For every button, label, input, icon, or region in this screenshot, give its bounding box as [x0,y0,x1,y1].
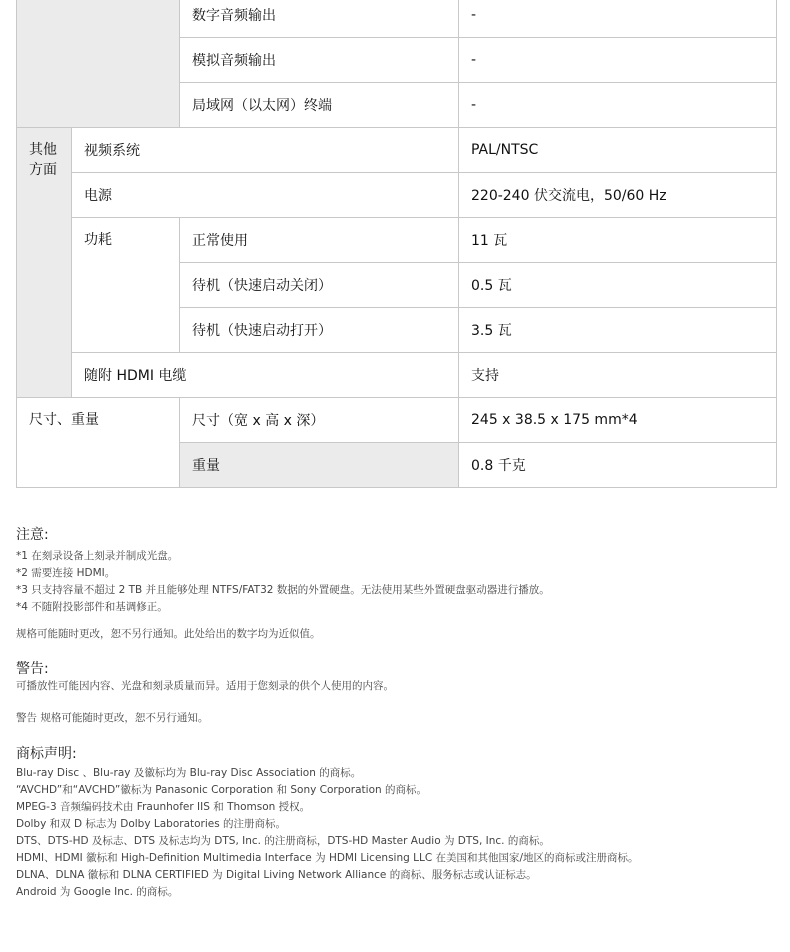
notes-section [16,524,786,616]
spec-value: - [459,83,777,128]
warning-notice [16,710,786,727]
spec-param: 尺寸（宽 x 高 x 深） [180,398,459,443]
note-item: *2 需要连接 HDMI。 [16,567,116,579]
group-size-weight: 尺寸、重量 [17,398,180,488]
spec-notice-text: 规格可能随时更改，恕不另行通知。此处给出的数字均为近似值。 [16,628,321,640]
trademark-item: MPEG-3 音频编码技术由 Fraunhofer IIS 和 Thomson 授权。 [16,801,311,813]
spec-value: 245 x 38.5 x 175 mm*4 [459,398,777,443]
note-item: *4 不随附投影部件和基调修正。 [16,601,168,613]
trademark-item: Blu-ray Disc 、Blu-ray 及徽标均为 Blu-ray Disc Association 的商标。 [16,767,362,779]
spec-param: 待机（快速启动关闭） [180,263,459,308]
trademark-item: Dolby 和双 D 标志为 Dolby Laboratories 的注册商标。 [16,818,287,830]
spec-value: 11 瓦 [459,218,777,263]
spec-param: 数字音频输出 [180,0,459,38]
trademark-item: “AVCHD”和“AVCHD”徽标为 Panasonic Corporation 和 Sony Corporation 的商标。 [16,784,428,796]
spec-value: 220-240 伏交流电，50/60 Hz [459,173,777,218]
spec-param: 正常使用 [180,218,459,263]
spec-param: 重量 [180,443,459,488]
warning-section [16,658,786,695]
spec-param: 视频系统 [72,128,459,173]
table-row [17,353,777,398]
group-cell-empty [17,0,180,128]
spec-param: 随附 HDMI 电缆 [72,353,459,398]
warning-title: 警告: [16,661,49,677]
table-row [17,218,777,263]
spec-value: - [459,38,777,83]
notes-title: 注意: [16,527,49,543]
spec-value: - [459,0,777,38]
spec-param: 局域网（以太网）终端 [180,83,459,128]
table-row [17,0,777,38]
spec-param: 待机（快速启动打开） [180,308,459,353]
spec-param: 电源 [72,173,459,218]
spec-value: 0.8 千克 [459,443,777,488]
table-row [17,128,777,173]
spec-value: 3.5 瓦 [459,308,777,353]
trademark-title: 商标声明: [16,746,77,762]
spec-value: 0.5 瓦 [459,263,777,308]
note-item: *3 只支持容量不超过 2 TB 并且能够处理 NTFS/FAT32 数据的外置硬盘。无法使用某些外置硬盘驱动器进行播放。 [16,584,550,596]
warning-notice-text: 警告 规格可能随时更改，恕不另行通知。 [16,712,209,724]
spec-value: PAL/NTSC [459,128,777,173]
spec-notice [16,626,786,643]
note-item: *1 在刻录设备上刻录并制成光盘。 [16,550,179,562]
spec-table [16,0,777,488]
trademark-item: HDMI、HDMI 徽标和 High-Definition Multimedia Interface 为 HDMI Licensing LLC 在美国和其他国家/地区的商标或注册商标。 [16,852,639,864]
table-row [17,173,777,218]
group-other: 其他方面 [17,128,72,398]
spec-param: 模拟音频输出 [180,38,459,83]
trademark-item: Android 为 Google Inc. 的商标。 [16,886,179,898]
spec-subgroup-power-consumption: 功耗 [72,218,180,353]
warning-text: 可播放性可能因内容、光盘和刻录质量而异。适用于您刻录的供个人使用的内容。 [16,680,394,692]
trademark-item: DLNA、DLNA 徽标和 DLNA CERTIFIED 为 Digital Living Network Alliance 的商标、服务标志或认证标志。 [16,869,537,881]
table-row [17,398,777,443]
trademark-item: DTS、DTS-HD 及标志、DTS 及标志均为 DTS, Inc. 的注册商标，DTS-HD Master Audio 为 DTS, Inc. 的商标。 [16,835,550,847]
spec-value: 支持 [459,353,777,398]
trademark-section [16,743,786,901]
